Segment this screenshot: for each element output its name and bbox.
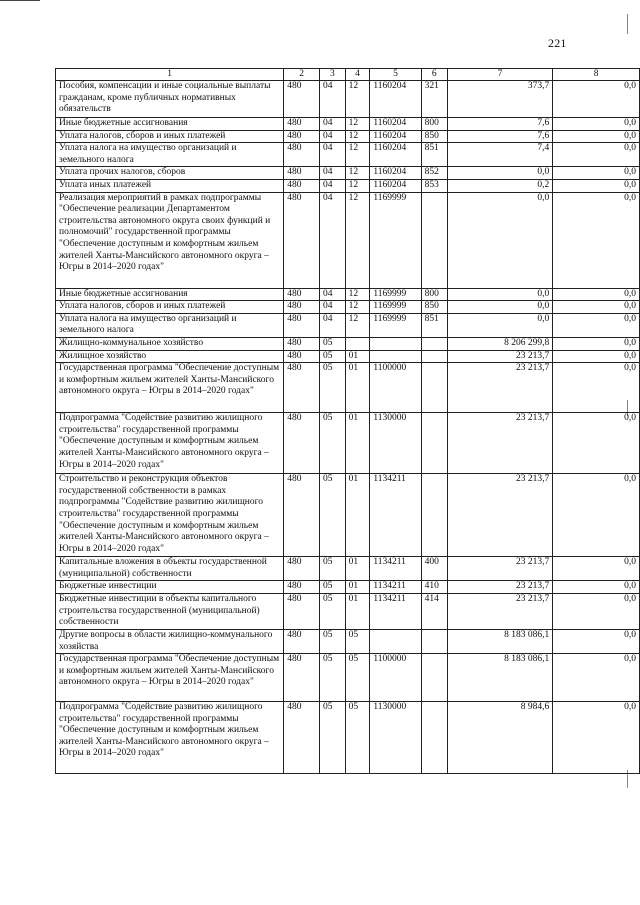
item-name: Жилищно-коммунальное хозяйство xyxy=(56,337,284,350)
amount-cell: 0,0 xyxy=(447,167,552,180)
item-name: Государственная программа "Обеспечение доступным и комфортным жильем жителей Ханты-Мансийского автономного округа – Югры в 2014–2020 годах" xyxy=(56,654,284,702)
amount-cell: 0,0 xyxy=(447,192,552,288)
subsection-code: 01 xyxy=(345,474,370,557)
table-row xyxy=(56,474,640,557)
item-name: Уплата налогов, сборов и иных платежей xyxy=(56,301,284,314)
ministry-code: 480 xyxy=(284,337,320,350)
ministry-code: 480 xyxy=(284,130,320,143)
column-header: 2 xyxy=(284,69,320,81)
amount-cell: 8 206 299,8 xyxy=(447,337,552,350)
prior-amount-cell: 0,0 xyxy=(553,179,640,192)
prior-amount-cell: 0,0 xyxy=(553,81,640,118)
prior-amount-cell: 0,0 xyxy=(553,581,640,594)
expense-type-code: 851 xyxy=(421,313,447,337)
target-article-code: 1169999 xyxy=(370,313,421,337)
subsection-code: 01 xyxy=(345,557,370,581)
ministry-code: 480 xyxy=(284,581,320,594)
amount-cell: 8 984,6 xyxy=(447,702,552,774)
table-row xyxy=(56,337,640,350)
table-row xyxy=(56,593,640,629)
item-name: Бюджетные инвестиции xyxy=(56,581,284,594)
section-code: 05 xyxy=(320,413,346,474)
table-row xyxy=(56,350,640,363)
item-name: Уплата налога на имущество организаций и земельного налога xyxy=(56,313,284,337)
expense-type-code: 850 xyxy=(421,301,447,314)
section-code: 05 xyxy=(320,363,346,413)
table-row xyxy=(56,654,640,702)
target-article-code: 1134211 xyxy=(370,557,421,581)
ministry-code: 480 xyxy=(284,350,320,363)
target-article-code: 1160204 xyxy=(370,143,421,167)
subsection-code: 12 xyxy=(345,81,370,118)
prior-amount-cell: 0,0 xyxy=(553,629,640,653)
target-article-code: 1160204 xyxy=(370,130,421,143)
column-header: 5 xyxy=(370,69,421,81)
section-code: 04 xyxy=(320,192,346,288)
ministry-code: 480 xyxy=(284,557,320,581)
target-article-code: 1130000 xyxy=(370,702,421,774)
expense-type-code xyxy=(421,363,447,413)
amount-cell: 8 183 086,1 xyxy=(447,654,552,702)
prior-amount-cell: 0,0 xyxy=(553,593,640,629)
expense-type-code xyxy=(421,474,447,557)
section-code: 05 xyxy=(320,474,346,557)
item-name: Реализация мероприятий в рамках подпрограммы "Обеспечение реализации Департаментом строительства автономного округа своих функций и полномочий" государственной программы "Обеспечение доступным и комфортным жильем жителей Ханты-Мансийского автономного округа – Югры в 2014–2020 годах" xyxy=(56,192,284,288)
expense-type-code xyxy=(421,350,447,363)
target-article-code: 1134211 xyxy=(370,593,421,629)
section-code: 04 xyxy=(320,118,346,131)
section-code: 04 xyxy=(320,167,346,180)
corner-mark xyxy=(0,0,40,7)
target-article-code: 1169999 xyxy=(370,301,421,314)
subsection-code: 12 xyxy=(345,313,370,337)
ministry-code: 480 xyxy=(284,81,320,118)
prior-amount-cell: 0,0 xyxy=(553,143,640,167)
prior-amount-cell: 0,0 xyxy=(553,118,640,131)
column-header: 7 xyxy=(447,69,552,81)
item-name: Иные бюджетные ассигнования xyxy=(56,118,284,131)
column-header: 3 xyxy=(320,69,346,81)
prior-amount-cell: 0,0 xyxy=(553,130,640,143)
amount-cell: 23 213,7 xyxy=(447,474,552,557)
amount-cell: 7,6 xyxy=(447,130,552,143)
section-code: 05 xyxy=(320,593,346,629)
prior-amount-cell: 0,0 xyxy=(553,337,640,350)
amount-cell: 0,0 xyxy=(447,301,552,314)
ministry-code: 480 xyxy=(284,413,320,474)
subsection-code: 01 xyxy=(345,363,370,413)
amount-cell: 7,6 xyxy=(447,118,552,131)
prior-amount-cell: 0,0 xyxy=(553,313,640,337)
expense-type-code: 851 xyxy=(421,143,447,167)
target-article-code: 1169999 xyxy=(370,192,421,288)
section-code: 05 xyxy=(320,350,346,363)
expense-type-code xyxy=(421,413,447,474)
column-header: 4 xyxy=(345,69,370,81)
expense-type-code: 321 xyxy=(421,81,447,118)
expense-type-code xyxy=(421,629,447,653)
ministry-code: 480 xyxy=(284,654,320,702)
target-article-code: 1130000 xyxy=(370,413,421,474)
target-article-code: 1134211 xyxy=(370,581,421,594)
section-code: 05 xyxy=(320,557,346,581)
column-header: 6 xyxy=(421,69,447,81)
prior-amount-cell: 0,0 xyxy=(553,557,640,581)
expense-type-code xyxy=(421,654,447,702)
subsection-code: 01 xyxy=(345,581,370,594)
amount-cell: 23 213,7 xyxy=(447,363,552,413)
ministry-code: 480 xyxy=(284,593,320,629)
target-article-code: 1169999 xyxy=(370,288,421,301)
subsection-code: 05 xyxy=(345,654,370,702)
amount-cell: 23 213,7 xyxy=(447,593,552,629)
section-code: 05 xyxy=(320,337,346,350)
expense-type-code xyxy=(421,702,447,774)
table-row xyxy=(56,581,640,594)
table-row xyxy=(56,167,640,180)
target-article-code: 1160204 xyxy=(370,118,421,131)
prior-amount-cell: 0,0 xyxy=(553,363,640,413)
item-name: Другие вопросы в области жилищно-коммунального хозяйства xyxy=(56,629,284,653)
table-header-row xyxy=(56,69,640,81)
target-article-code: 1160204 xyxy=(370,167,421,180)
amount-cell: 0,0 xyxy=(447,288,552,301)
table-row xyxy=(56,313,640,337)
ministry-code: 480 xyxy=(284,313,320,337)
item-name: Уплата иных платежей xyxy=(56,179,284,192)
prior-amount-cell: 0,0 xyxy=(553,474,640,557)
table-row xyxy=(56,179,640,192)
prior-amount-cell: 0,0 xyxy=(553,301,640,314)
amount-cell: 0,2 xyxy=(447,179,552,192)
column-header: 1 xyxy=(56,69,284,81)
section-code: 05 xyxy=(320,702,346,774)
subsection-code: 12 xyxy=(345,130,370,143)
amount-cell: 23 213,7 xyxy=(447,581,552,594)
table-row xyxy=(56,81,640,118)
section-code: 04 xyxy=(320,288,346,301)
amount-cell: 7,4 xyxy=(447,143,552,167)
amount-cell: 373,7 xyxy=(447,81,552,118)
subsection-code: 01 xyxy=(345,350,370,363)
ministry-code: 480 xyxy=(284,288,320,301)
table-row xyxy=(56,702,640,774)
amount-cell: 8 183 086,1 xyxy=(447,629,552,653)
expense-type-code: 800 xyxy=(421,118,447,131)
ministry-code: 480 xyxy=(284,192,320,288)
expense-type-code: 853 xyxy=(421,179,447,192)
target-article-code: 1100000 xyxy=(370,654,421,702)
item-name: Подпрограмма "Содействие развитию жилищного строительства" государственной программы "Обеспечение доступным и комфортным жильем жителей Ханты-Мансийского автономного округа – Югры в 2014–2020 годах" xyxy=(56,702,284,774)
section-code: 05 xyxy=(320,581,346,594)
subsection-code: 12 xyxy=(345,301,370,314)
table-row xyxy=(56,130,640,143)
table-row xyxy=(56,629,640,653)
item-name: Уплата налогов, сборов и иных платежей xyxy=(56,130,284,143)
expense-type-code xyxy=(421,337,447,350)
subsection-code: 05 xyxy=(345,702,370,774)
target-article-code xyxy=(370,337,421,350)
amount-cell: 23 213,7 xyxy=(447,413,552,474)
ministry-code: 480 xyxy=(284,474,320,557)
section-code: 04 xyxy=(320,313,346,337)
ministry-code: 480 xyxy=(284,702,320,774)
section-code: 04 xyxy=(320,179,346,192)
subsection-code: 12 xyxy=(345,192,370,288)
margin-mark xyxy=(627,14,628,34)
expense-type-code: 410 xyxy=(421,581,447,594)
item-name: Уплата прочих налогов, сборов xyxy=(56,167,284,180)
table-row xyxy=(56,413,640,474)
item-name: Государственная программа "Обеспечение доступным и комфортным жильем жителей Ханты-Мансийского автономного округа – Югры в 2014–2020 годах" xyxy=(56,363,284,413)
target-article-code: 1100000 xyxy=(370,363,421,413)
prior-amount-cell: 0,0 xyxy=(553,192,640,288)
item-name: Строительство и реконструкция объектов государственной собственности в рамках подпрограммы "Содействие развитию жилищного строительства" государственной программы "Обеспечение доступным и комфортным жильем жителей Ханты-Мансийского автономного округа – Югры в 2014–2020 годах" xyxy=(56,474,284,557)
item-name: Пособия, компенсации и иные социальные выплаты гражданам, кроме публичных нормативных обязательств xyxy=(56,81,284,118)
prior-amount-cell: 0,0 xyxy=(553,702,640,774)
section-code: 04 xyxy=(320,143,346,167)
subsection-code: 12 xyxy=(345,118,370,131)
ministry-code: 480 xyxy=(284,629,320,653)
item-name: Бюджетные инвестиции в объекты капитального строительства государственной (муниципальной) собственности xyxy=(56,593,284,629)
subsection-code: 12 xyxy=(345,179,370,192)
expense-type-code: 850 xyxy=(421,130,447,143)
ministry-code: 480 xyxy=(284,363,320,413)
table-row xyxy=(56,288,640,301)
table-row xyxy=(56,118,640,131)
budget-table xyxy=(55,68,640,774)
expense-type-code: 800 xyxy=(421,288,447,301)
target-article-code: 1134211 xyxy=(370,474,421,557)
table-row xyxy=(56,143,640,167)
expense-type-code xyxy=(421,192,447,288)
prior-amount-cell: 0,0 xyxy=(553,413,640,474)
column-header: 8 xyxy=(553,69,640,81)
expense-type-code: 400 xyxy=(421,557,447,581)
target-article-code xyxy=(370,629,421,653)
item-name: Подпрограмма "Содействие развитию жилищного строительства" государственной программы "Обеспечение доступным и комфортным жильем жителей Ханты-Мансийского автономного округа – Югры в 2014–2020 годах" xyxy=(56,413,284,474)
item-name: Жилищное хозяйство xyxy=(56,350,284,363)
table-row xyxy=(56,363,640,413)
table-row xyxy=(56,192,640,288)
item-name: Уплата налога на имущество организаций и земельного налога xyxy=(56,143,284,167)
page-number: 221 xyxy=(548,36,567,50)
section-code: 05 xyxy=(320,654,346,702)
prior-amount-cell: 0,0 xyxy=(553,654,640,702)
ministry-code: 480 xyxy=(284,179,320,192)
subsection-code: 05 xyxy=(345,629,370,653)
table-row xyxy=(56,301,640,314)
item-name: Иные бюджетные ассигнования xyxy=(56,288,284,301)
section-code: 04 xyxy=(320,130,346,143)
subsection-code: 12 xyxy=(345,143,370,167)
prior-amount-cell: 0,0 xyxy=(553,350,640,363)
ministry-code: 480 xyxy=(284,301,320,314)
subsection-code: 12 xyxy=(345,288,370,301)
subsection-code: 01 xyxy=(345,593,370,629)
ministry-code: 480 xyxy=(284,167,320,180)
subsection-code: 01 xyxy=(345,413,370,474)
target-article-code: 1160204 xyxy=(370,179,421,192)
table-row xyxy=(56,557,640,581)
expense-type-code: 852 xyxy=(421,167,447,180)
amount-cell: 23 213,7 xyxy=(447,557,552,581)
amount-cell: 23 213,7 xyxy=(447,350,552,363)
subsection-code xyxy=(345,337,370,350)
amount-cell: 0,0 xyxy=(447,313,552,337)
section-code: 04 xyxy=(320,301,346,314)
section-code: 05 xyxy=(320,629,346,653)
ministry-code: 480 xyxy=(284,143,320,167)
ministry-code: 480 xyxy=(284,118,320,131)
section-code: 04 xyxy=(320,81,346,118)
prior-amount-cell: 0,0 xyxy=(553,167,640,180)
expense-type-code: 414 xyxy=(421,593,447,629)
item-name: Капитальные вложения в объекты государственной (муниципальной) собственности xyxy=(56,557,284,581)
target-article-code: 1160204 xyxy=(370,81,421,118)
target-article-code xyxy=(370,350,421,363)
subsection-code: 12 xyxy=(345,167,370,180)
prior-amount-cell: 0,0 xyxy=(553,288,640,301)
